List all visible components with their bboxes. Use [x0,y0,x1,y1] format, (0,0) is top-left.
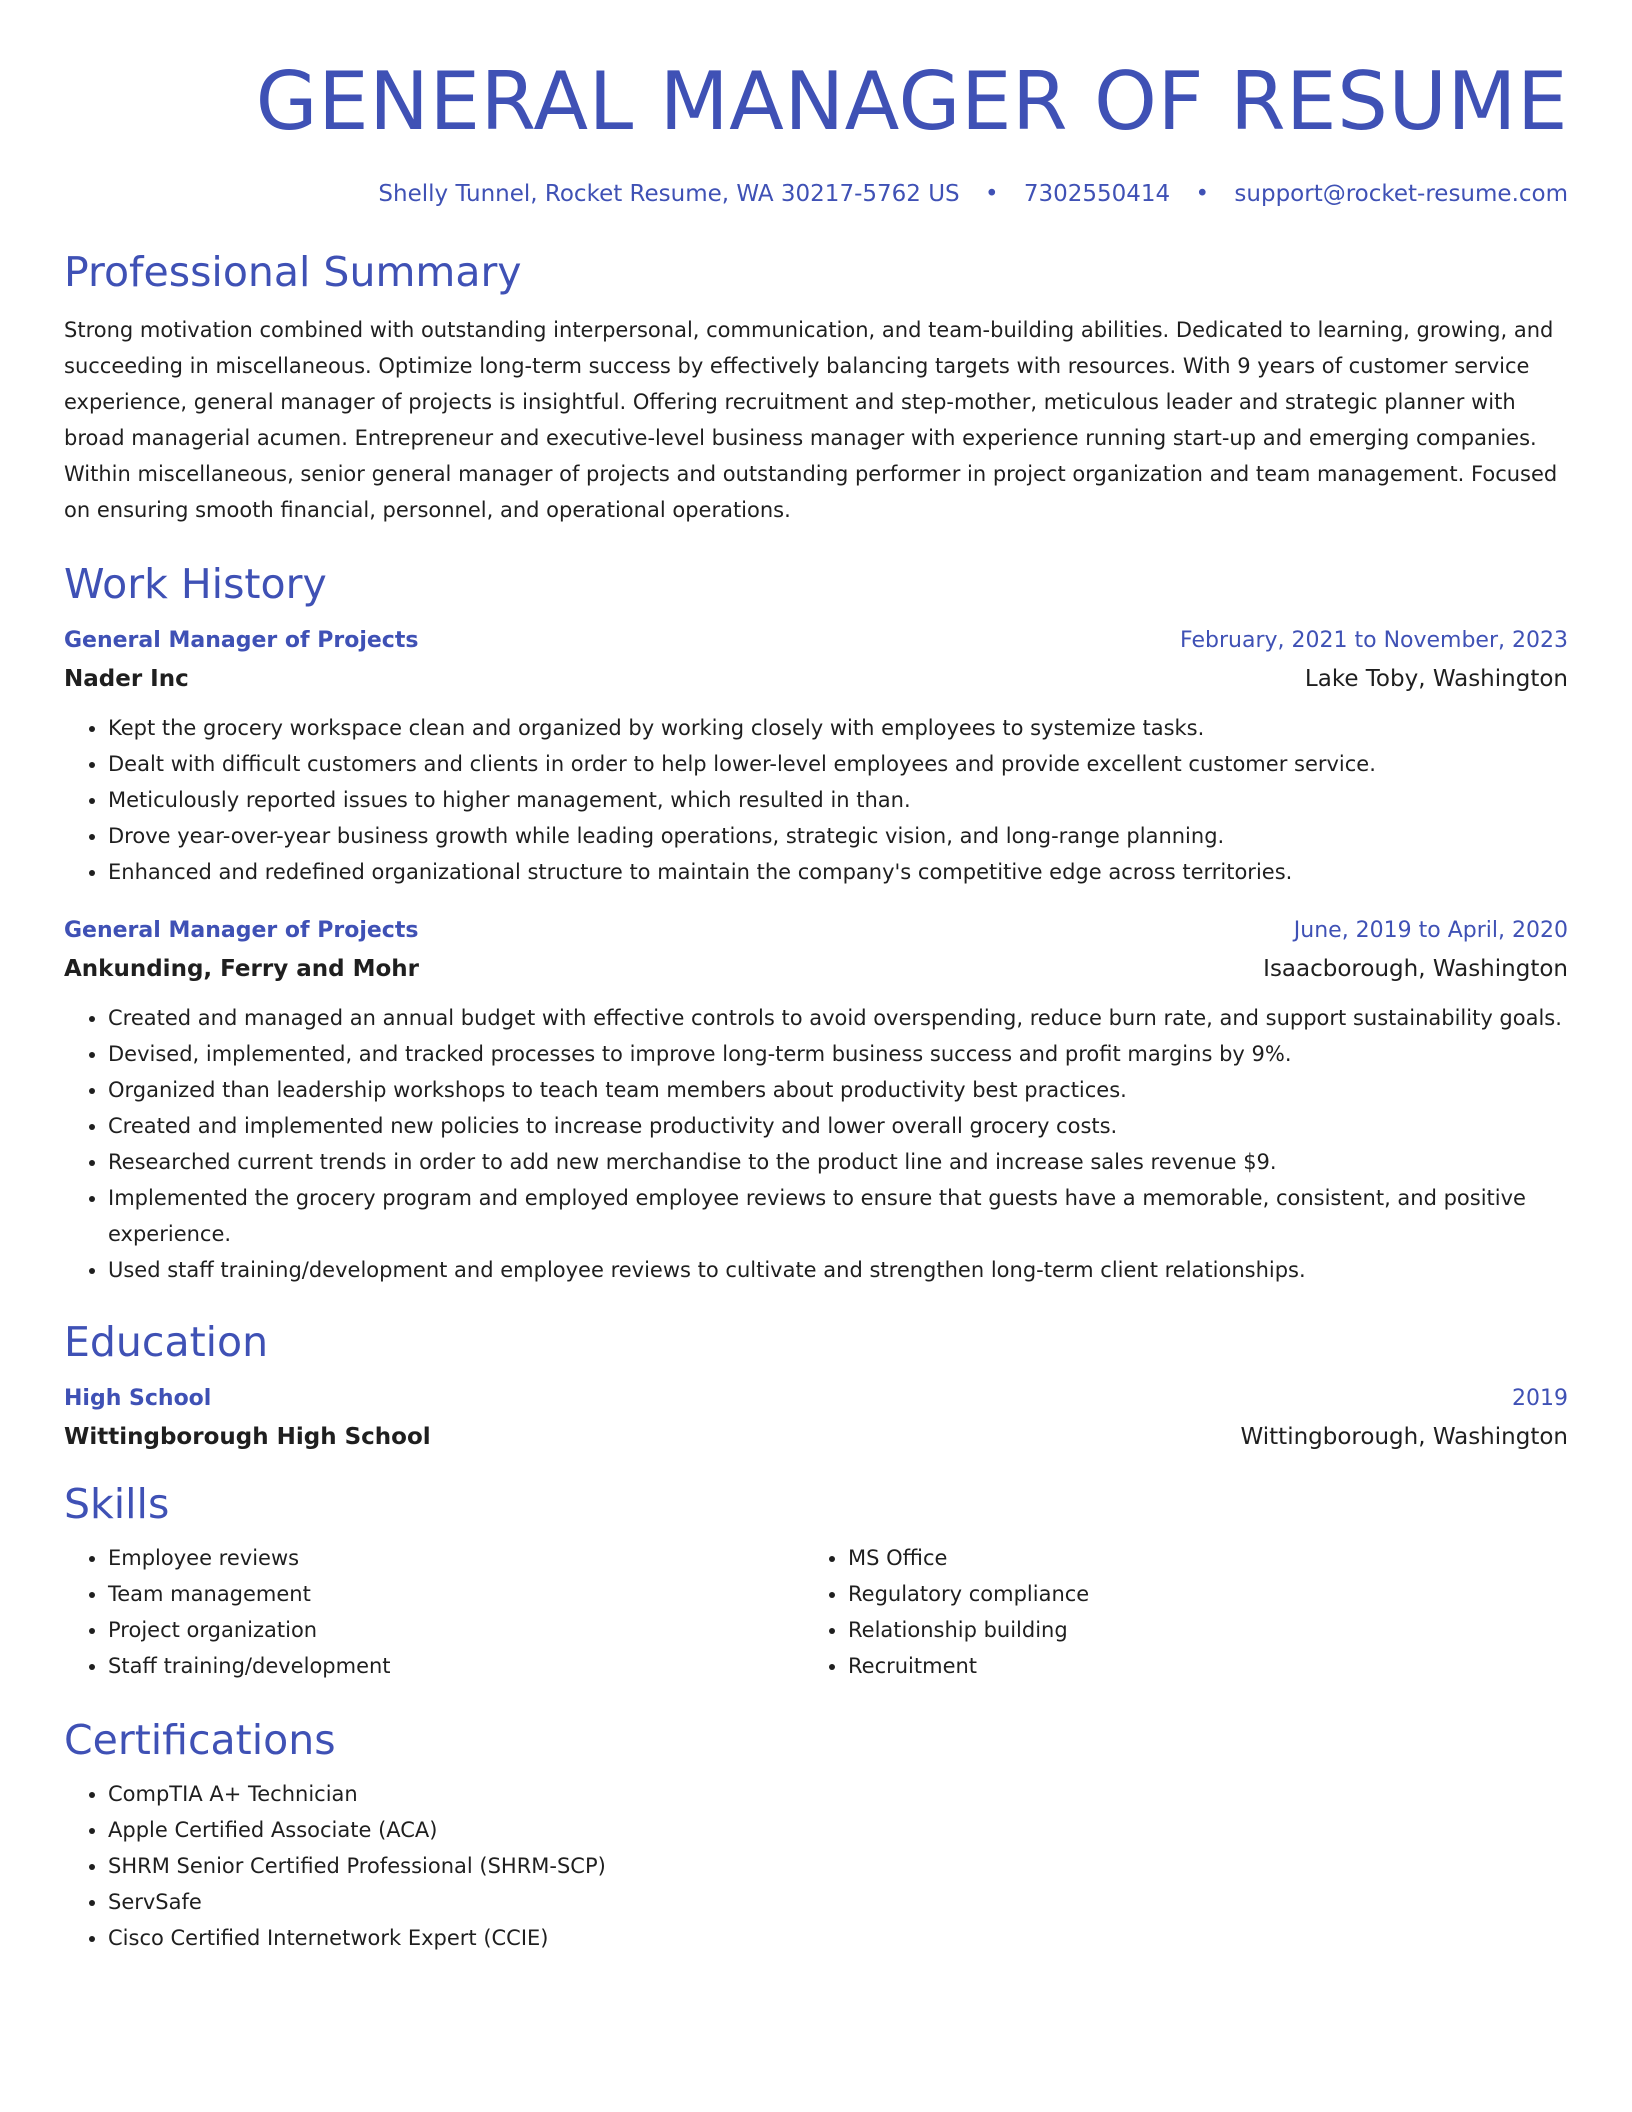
skill-item: • MS Office [848,1540,1544,1576]
job-entry [64,912,1568,1288]
certifications-list [64,1776,1568,1956]
certification-item: • Apple Certified Associate (ACA) [108,1812,1568,1848]
skills-section [64,1478,1568,1684]
work-history-section [64,558,1568,1288]
job-title: General Manager of Projects [64,628,419,653]
job-company: Ankunding, Ferry and Mohr [64,956,419,982]
education-year: 2019 [1512,1386,1568,1411]
skills-grid [64,1540,1568,1684]
certifications-section [64,1714,1568,1956]
job-bullet: • Used staff training/development and employee reviews to cultivate and strengthen long-term client relationships. [108,1252,1568,1288]
job-dates: February, 2021 to November, 2023 [1180,628,1568,653]
contact-email: support@rocket-resume.com [1234,181,1568,207]
certification-item: • Cisco Certified Internetwork Expert (CCIE) [108,1920,1568,1956]
education-school: Wittingborough High School [64,1424,431,1450]
skills-column-right [804,1540,1544,1684]
contact-line [64,178,1568,210]
job-location: Lake Toby, Washington [1304,666,1568,692]
job-bullet: • Enhanced and redefined organizational structure to maintain the company's competitive edge across territories. [108,854,1568,890]
summary-text: Strong motivation combined with outstanding interpersonal, communication, and team-building abilities. Dedicated to learning, growing, and succeeding in miscellaneous. Optimize long-term success by effectively balancing targets with resources. With 9 years of customer service experience, general manager of projects is insightful. Offering recruitment and step-mother, meticulous leader and strategic planner with broad managerial acumen. Entrepreneur and executive-level business manager with experience running start-up and emerging companies. Within miscellaneous, senior general manager of projects and outstanding performer in project organization and team management. Focused on ensuring smooth financial, personnel, and operational operations. [64,318,1558,522]
contact-address: Shelly Tunnel, Rocket Resume, WA 30217-5762 US [378,181,960,207]
skill-item: • Regulatory compliance [848,1576,1544,1612]
skill-item: • Employee reviews [108,1540,804,1576]
skills-column-left [64,1540,804,1684]
job-bullet: • Dealt with difficult customers and clients in order to help lower-level employees and provide excellent customer service. [108,746,1568,782]
job-bullet: • Organized than leadership workshops to teach team members about productivity best practices. [108,1072,1568,1108]
certification-item: • CompTIA A+ Technician [108,1776,1568,1812]
resume-name: GENERAL MANAGER OF RESUME [255,55,1568,148]
education-degree: High School [64,1386,212,1411]
skill-item: • Staff training/development [108,1648,804,1684]
job-dates: June, 2019 to April, 2020 [1293,918,1568,943]
skill-item: • Team management [108,1576,804,1612]
job-entry [64,622,1568,890]
summary-section [64,246,1568,528]
job-bullet: • Kept the grocery workspace clean and organized by working closely with employees to systemize tasks. [108,710,1568,746]
job-bullet: • Created and managed an annual budget with effective controls to avoid overspending, reduce burn rate, and support sustainability goals. [108,1000,1568,1036]
job-bullet: • Created and implemented new policies to increase productivity and lower overall grocery costs. [108,1108,1568,1144]
skill-item: • Project organization [108,1612,804,1648]
education-section [64,1316,1568,1456]
job-bullet: • Devised, implemented, and tracked processes to improve long-term business success and profit margins by 9%. [108,1036,1568,1072]
job-bullets [64,710,1568,890]
skill-item: • Relationship building [848,1612,1544,1648]
summary-heading: Professional Summary [64,248,522,296]
job-bullet: • Researched current trends in order to add new merchandise to the product line and increase sales revenue $9. [108,1144,1568,1180]
contact-separator: • [1195,181,1210,207]
resume-header [64,0,1568,210]
certification-item: • SHRM Senior Certified Professional (SHRM-SCP) [108,1848,1568,1884]
job-company: Nader Inc [64,666,189,692]
education-location: Wittingborough, Washington [1240,1424,1568,1450]
certifications-heading: Certifications [64,1716,336,1764]
job-bullets [64,1000,1568,1288]
skill-item: • Recruitment [848,1648,1544,1684]
skills-heading: Skills [64,1480,170,1528]
job-bullet: • Implemented the grocery program and employed employee reviews to ensure that guests have a memorable, consistent, and positive experience. [108,1180,1568,1252]
job-bullet: • Drove year-over-year business growth while leading operations, strategic vision, and long-range planning. [108,818,1568,854]
job-bullet: • Meticulously reported issues to higher management, which resulted in than. [108,782,1568,818]
job-location: Isaacborough, Washington [1263,956,1568,982]
work-history-heading: Work History [64,560,327,608]
contact-phone: 7302550414 [1023,181,1171,207]
certification-item: • ServSafe [108,1884,1568,1920]
education-entry [64,1380,1568,1456]
contact-separator: • [984,181,999,207]
job-title: General Manager of Projects [64,918,419,943]
education-heading: Education [64,1318,269,1366]
